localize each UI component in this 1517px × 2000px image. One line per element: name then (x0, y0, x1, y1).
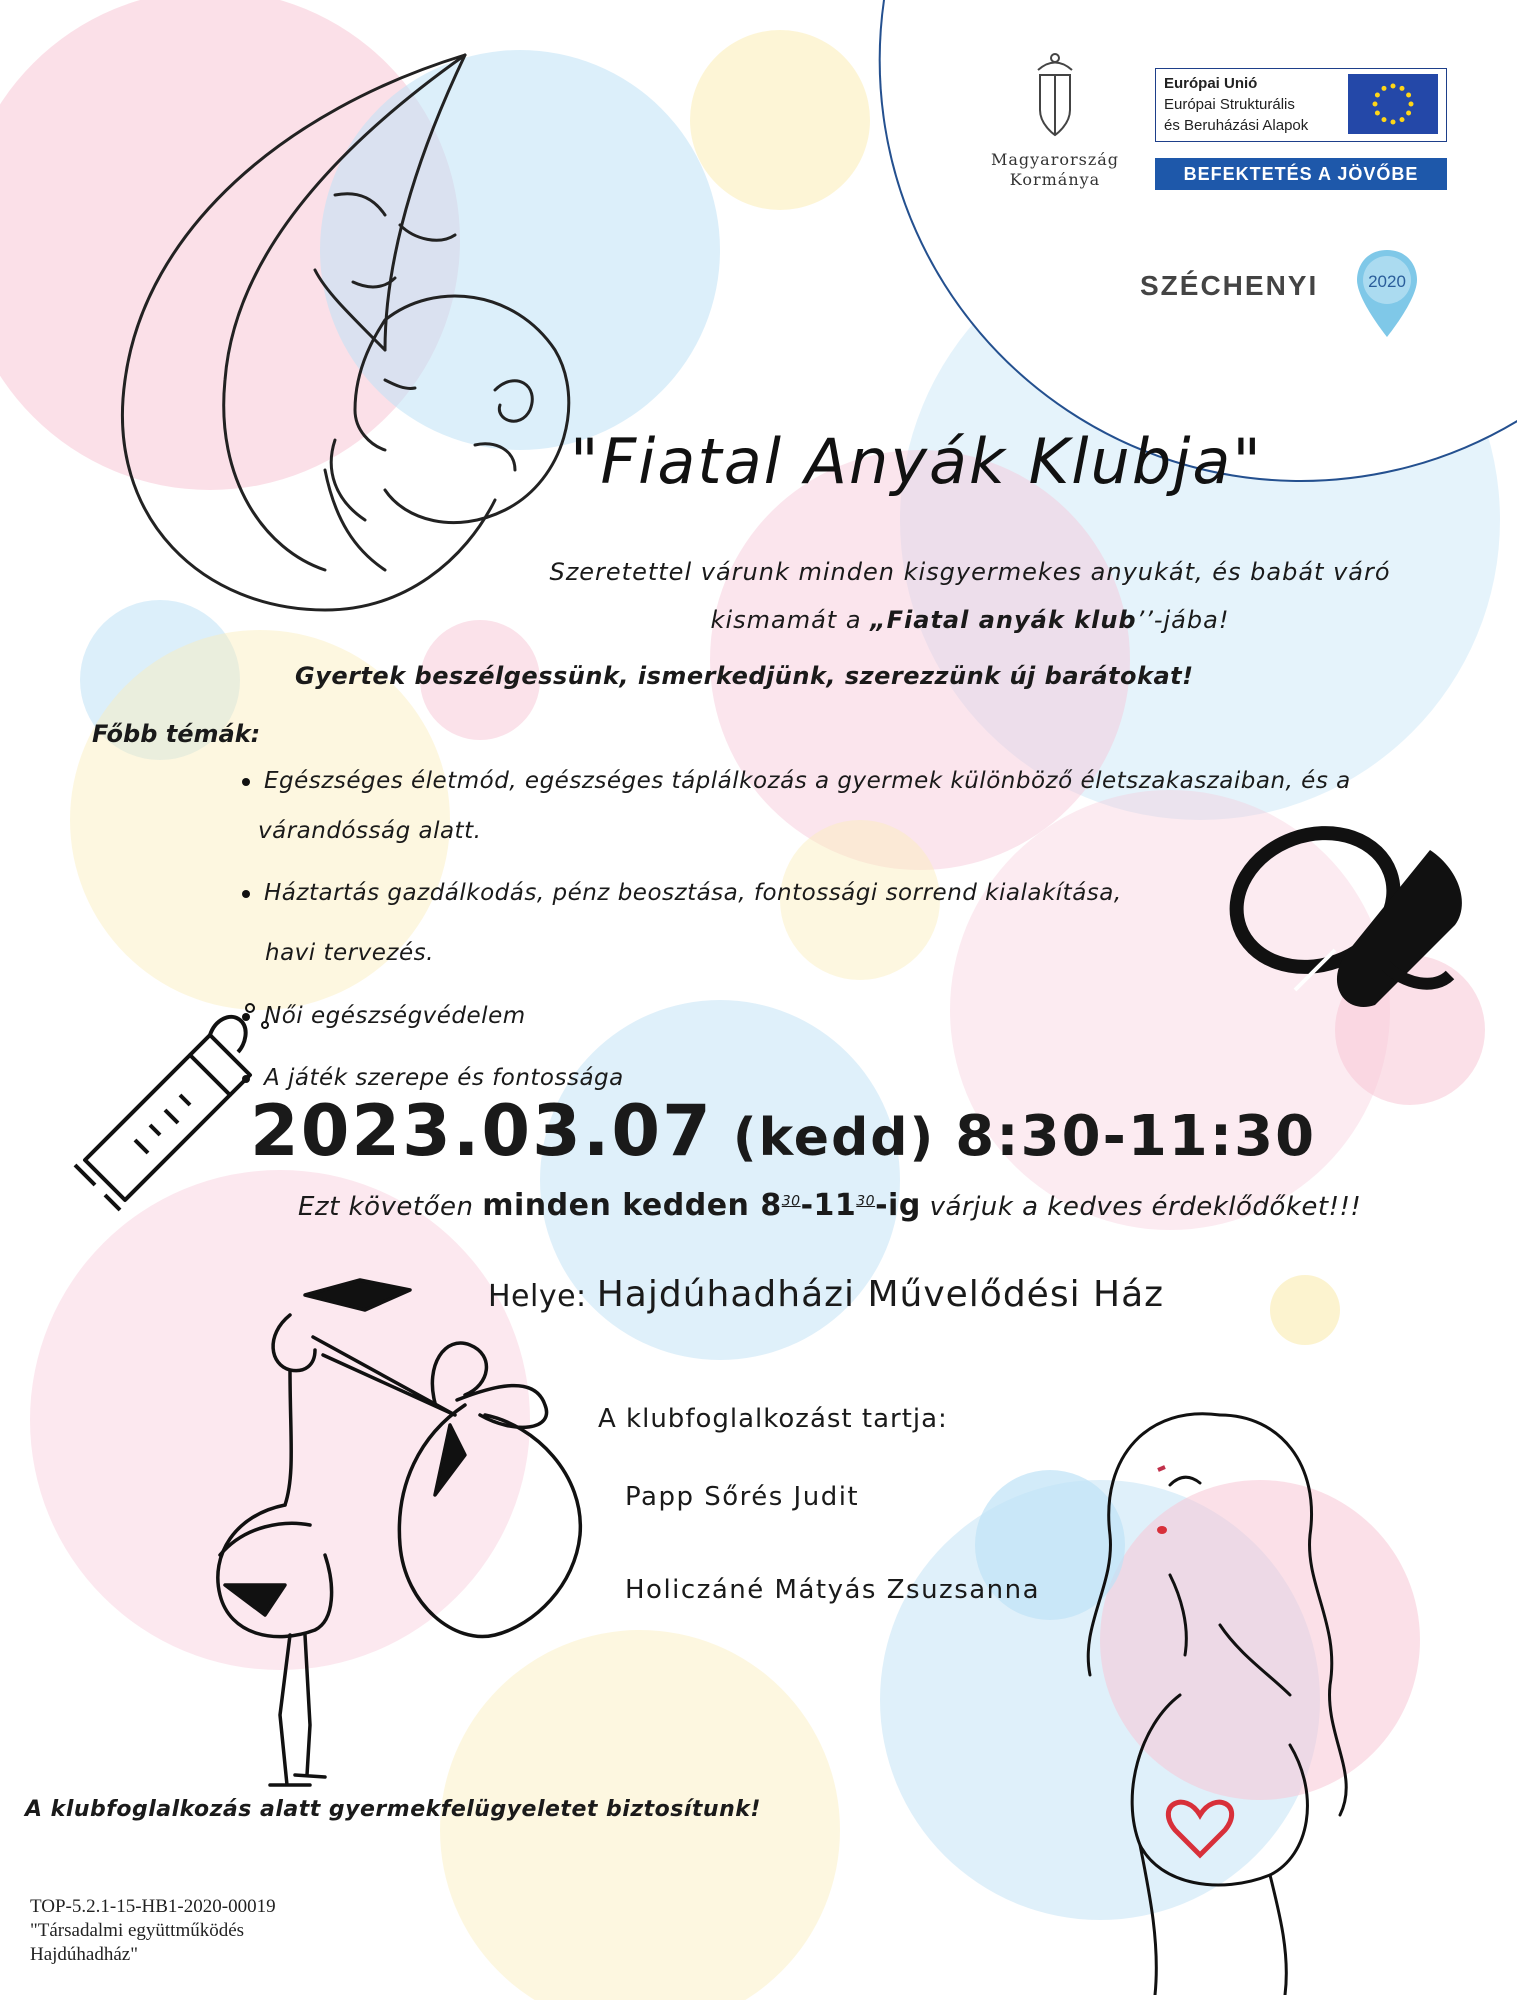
intro-text (520, 548, 1420, 644)
szechenyi-logo-text (1140, 270, 1318, 302)
baby-bottle-icon (60, 1000, 275, 1220)
government-line-2: Kormánya (1009, 170, 1101, 189)
eu-logo (1155, 68, 1447, 142)
hungarian-crest-icon (1030, 50, 1080, 140)
event-place (488, 1274, 1164, 1315)
call-to-action: Gyertek beszélgessünk, ismerkedjünk, szerezzünk új barátokat! (295, 662, 1194, 690)
intro-line-2 (520, 596, 1420, 644)
intro-club-name: „Fiatal anyák klub (870, 606, 1137, 634)
topics-heading: Főbb témák: (92, 720, 261, 748)
event-day: (kedd) (732, 1108, 936, 1168)
intro-line-2-pre: kismamát a (710, 606, 871, 634)
topic-item-4 (242, 1065, 624, 1091)
place-label: Helye: (488, 1279, 597, 1314)
topic-item-3 (242, 1003, 526, 1029)
leaders-heading: A klubfoglalkozást tartja: (598, 1404, 948, 1434)
event-datetime (250, 1090, 1316, 1172)
event-date: 2023.03.07 (250, 1090, 713, 1172)
eu-line-2: Európai Strukturális (1164, 96, 1295, 113)
topic-1-line-2: várandósság alatt. (258, 818, 482, 844)
leader-1: Papp Sőrés Judit (625, 1482, 860, 1512)
project-code: TOP-5.2.1-15-HB1-2020-00019 (30, 1896, 276, 1917)
weekly-post: várjuk a kedves érdeklődőket!!! (920, 1192, 1362, 1222)
place-name: Hajdúhadházi Művelődési Ház (596, 1274, 1165, 1315)
page-title: "Fiatal Anyák Klubja" (570, 425, 1263, 498)
intro-line-1: Szeretettel várunk minden kisgyermekes anyukát, és babát váró (549, 558, 1391, 586)
leader-2: Holiczáné Mátyás Zsuzsanna (625, 1575, 1041, 1605)
szechenyi-year: 2020 (1368, 272, 1406, 291)
weekly-strong: minden kedden 8 (482, 1188, 782, 1223)
szechenyi-label: SZÉCHENYI (1140, 270, 1319, 301)
pacifier-icon (1225, 815, 1475, 1040)
eu-line-3: és Beruházási Alapok (1164, 117, 1309, 134)
government-line-1: Magyarország (990, 150, 1120, 169)
szechenyi-pin-icon (1352, 245, 1422, 345)
government-logo-text (985, 150, 1125, 190)
topic-item-1 (242, 768, 1351, 794)
weekly-start-minutes: 30 (781, 1193, 801, 1210)
topic-1-line-1: Egészséges életmód, egészséges táplálkozás a gyermek különböző életszakaszaiban, és a (264, 768, 1351, 794)
weekly-ig: -ig (875, 1188, 921, 1223)
topic-2-line-1: Háztartás gazdálkodás, pénz beosztása, fontossági sorrend kialakítása, (264, 880, 1122, 906)
topic-item-2-cont (265, 940, 434, 966)
childcare-notice: A klubfoglalkozás alatt gyermekfelügyeletet biztosítunk! (25, 1797, 761, 1822)
event-time: 8:30-11:30 (955, 1104, 1317, 1169)
weekly-end-hour: -11 (800, 1188, 857, 1223)
weekly-end-minutes: 30 (856, 1193, 876, 1210)
topic-2-line-2: havi tervezés. (265, 940, 434, 966)
eu-line-1: Európai Unió (1164, 75, 1258, 92)
topic-3-line-1: Női egészségvédelem (264, 1003, 526, 1029)
project-footer (30, 1895, 276, 1967)
topic-item-2 (242, 880, 1122, 906)
weekly-pre: Ezt követően (298, 1192, 483, 1222)
weekly-schedule (298, 1188, 1361, 1223)
mother-baby-illustration (85, 50, 605, 630)
topic-item-1-cont (258, 818, 481, 844)
eu-slogan-banner: BEFEKTETÉS A JÖVŐBE (1155, 158, 1447, 190)
project-name-line-2: Hajdúhadház" (30, 1944, 138, 1965)
project-name-line-1: "Társadalmi együttműködés (30, 1920, 245, 1941)
pregnant-woman-illustration (1040, 1395, 1370, 1995)
intro-line-2-post: ’’-jába! (1136, 606, 1230, 634)
eu-flag-icon (1348, 74, 1438, 134)
topic-4-line-1: A játék szerepe és fontossága (264, 1065, 624, 1091)
stork-illustration (195, 1255, 605, 1795)
